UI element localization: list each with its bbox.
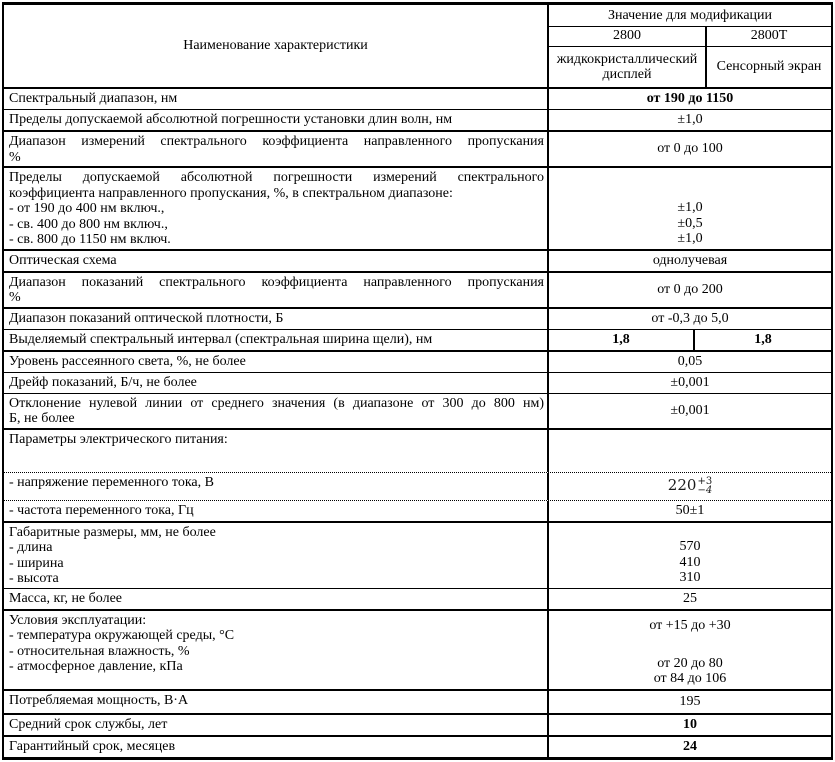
row-label: [4, 523, 549, 588]
table-row: [4, 713, 831, 735]
table-row: [4, 350, 831, 372]
row-value: от 0 до 200: [657, 281, 723, 297]
row-label: [4, 611, 549, 689]
voltage-value: [668, 477, 712, 495]
header-model-2800-sub: жидкокристаллический дисплей: [549, 47, 707, 87]
row-value: [549, 611, 831, 689]
table-row: [4, 329, 831, 350]
row-label: Пределы допускаемой абсолютной погрешности установки длин волн, нм: [4, 110, 549, 130]
row-value-line: 310: [679, 570, 701, 585]
row-label: [4, 394, 549, 428]
row-value: от 0 до 100: [657, 141, 723, 157]
header-model-subs-row: [549, 47, 831, 87]
row-value: 24: [683, 738, 697, 754]
row-value-line: ±0,5: [677, 215, 703, 231]
header-model-2800t: 2800T: [750, 28, 788, 43]
row-value: 50±1: [675, 502, 705, 518]
row-value-line: ±1,0: [677, 200, 703, 215]
row-label: Масса, кг, не более: [4, 589, 549, 609]
header-value-col: Значение для модификации: [549, 5, 831, 27]
table-row: [4, 393, 831, 428]
row-label: [4, 273, 549, 307]
row-value-line: от 20 до 80: [657, 655, 723, 671]
table-header: [4, 5, 831, 89]
row-label-line: Отклонение нулевой линии от среднего значения (в диапазоне от 300 до 800 нм): [9, 395, 544, 411]
row-label-line: Диапазон показаний спектрального коэффициента направленного пропускания: [9, 274, 544, 290]
row-label-item: - от 190 до 400 нм включ.,: [9, 201, 165, 216]
row-label: - напряжение переменного тока, В: [4, 473, 549, 500]
row-label-line: Габаритные размеры, мм, не более: [9, 524, 216, 540]
header-name-col: Наименование характеристики: [4, 5, 549, 87]
table-row: [4, 109, 831, 130]
row-value: от 190 до 1150: [646, 91, 734, 107]
row-label: [4, 168, 549, 249]
row-value: ±0,001: [670, 402, 710, 418]
row-label-item: - относительная влажность, %: [9, 643, 190, 659]
table-row: [4, 609, 831, 689]
row-label: Потребляемая мощность, В·А: [4, 691, 549, 713]
table-row: [4, 249, 831, 271]
table-row: [4, 588, 831, 609]
row-label: Гарантийный срок, месяцев: [4, 737, 549, 757]
row-label-item: - св. 400 до 800 нм включ.,: [9, 216, 168, 232]
table-row: [4, 130, 831, 166]
row-label-line: %: [9, 149, 21, 165]
row-value: однолучевая: [652, 252, 728, 268]
row-label: Диапазон показаний оптической плотности, Б: [4, 309, 549, 329]
row-label: Параметры электрического питания:: [4, 430, 549, 472]
row-label-item: - длина: [9, 540, 53, 555]
row-value-line: от +15 до +30: [649, 617, 731, 633]
table-row: [4, 689, 831, 713]
header-model-2800t-sub: Сенсорный экран: [716, 59, 822, 75]
row-value-line: от 84 до 106: [653, 671, 727, 686]
voltage-base: 220: [667, 476, 697, 495]
row-label: Оптическая схема: [4, 251, 549, 271]
row-label: - частота переменного тока, Гц: [4, 501, 549, 521]
row-label: Выделяемый спектральный интервал (спектральная ширина щели), нм: [4, 330, 549, 350]
table-row: [4, 166, 831, 249]
row-label: Спектральный диапазон, нм: [4, 89, 549, 109]
row-value-line: ±1,0: [677, 231, 703, 246]
row-label-line: %: [9, 290, 21, 305]
row-label-line: Б, не более: [9, 411, 75, 426]
row-value: [549, 430, 831, 472]
row-value: ±1,0: [677, 112, 703, 128]
table-row: [4, 521, 831, 588]
table-row: [4, 271, 831, 307]
row-label-line: Диапазон измерений спектрального коэффициента направленного пропускания: [9, 134, 544, 149]
row-label-line: Пределы допускаемой абсолютной погрешности измерений спектрального: [9, 170, 544, 185]
table-row: [4, 472, 831, 500]
row-value: 10: [683, 716, 697, 732]
row-label: Средний срок службы, лет: [4, 715, 549, 735]
row-label-item: - св. 800 до 1150 нм включ.: [9, 232, 171, 247]
row-value: [549, 168, 831, 249]
table-row: [4, 500, 831, 521]
table-row: [4, 428, 831, 472]
row-label-item: - ширина: [9, 555, 64, 571]
row-label-line: Условия эксплуатации:: [9, 612, 147, 628]
row-value: 25: [683, 590, 697, 606]
table-row: [4, 735, 831, 757]
row-value: 0,05: [677, 353, 703, 369]
row-label: [4, 132, 549, 166]
row-value: 195: [679, 693, 701, 709]
row-label-line: коэффициента направленного пропускания, %, в спектральном диапазоне:: [9, 185, 453, 201]
row-value-split: [549, 330, 831, 350]
row-value-line: 570: [679, 539, 701, 554]
row-value-line: 410: [679, 554, 701, 570]
table-row: [4, 89, 831, 109]
row-value-2800t: 1,8: [754, 331, 772, 347]
row-value: от -0,3 до 5,0: [651, 310, 729, 326]
row-value-2800: 1,8: [549, 330, 695, 350]
row-value: [549, 523, 831, 588]
table-row: [4, 307, 831, 329]
row-value: ±0,001: [670, 374, 710, 390]
header-model-2800: 2800: [549, 27, 707, 46]
table-row: [4, 372, 831, 393]
row-label: Дрейф показаний, Б/ч, не более: [4, 373, 549, 393]
row-value: [549, 473, 831, 500]
spec-table: [2, 2, 833, 760]
header-models-row: [549, 27, 831, 47]
row-label-item: - температура окружающей среды, °С: [9, 628, 235, 643]
header-value-block: [549, 5, 831, 87]
voltage-tolerance: +3 −4: [697, 476, 713, 496]
row-label-item: - атмосферное давление, кПа: [9, 659, 183, 674]
row-label-item: - высота: [9, 571, 59, 586]
row-label: Уровень рассеянного света, %, не более: [4, 352, 549, 372]
